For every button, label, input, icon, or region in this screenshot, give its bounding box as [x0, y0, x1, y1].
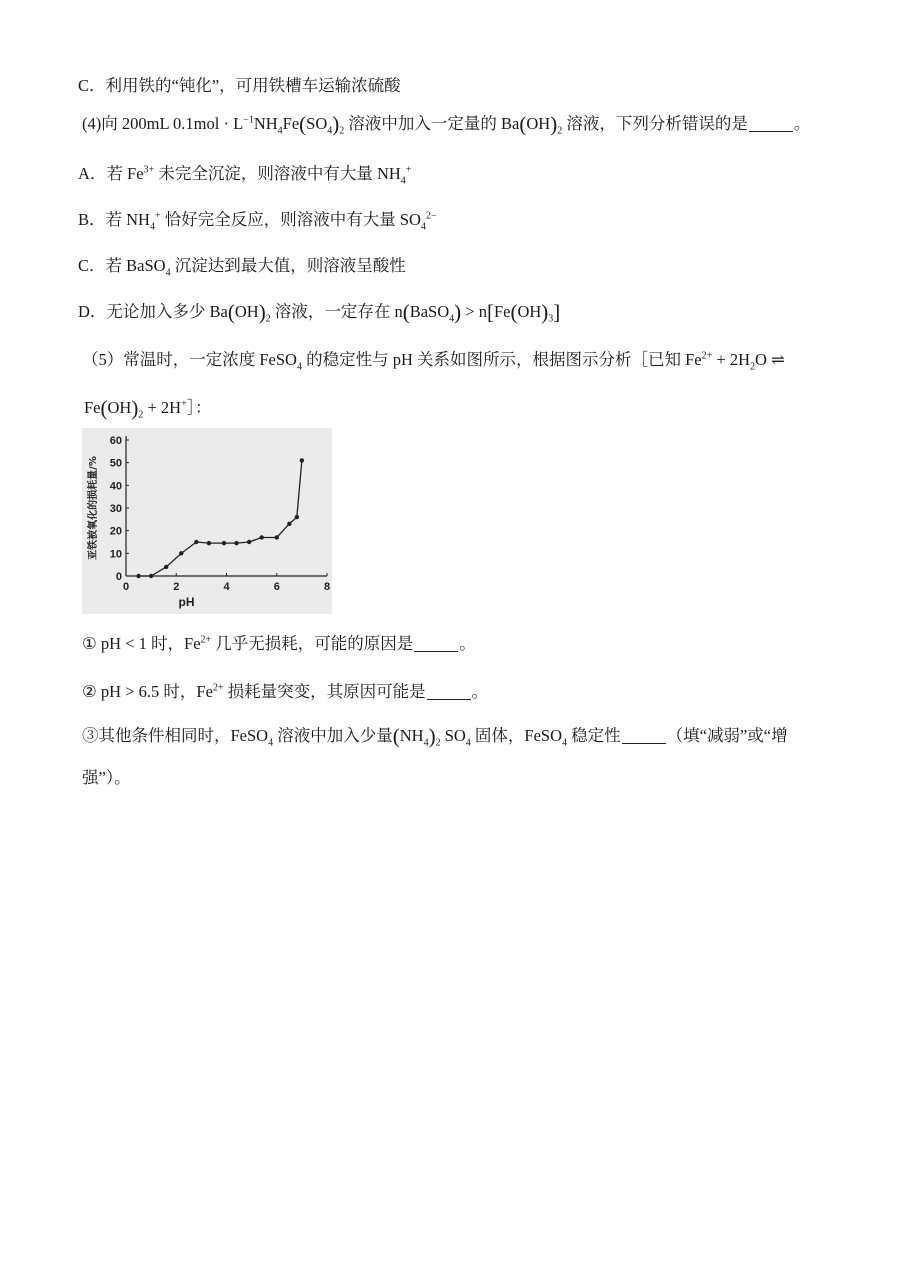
- x-tick-label: 8: [323, 581, 331, 593]
- data-point: [275, 535, 279, 539]
- data-point: [194, 540, 198, 544]
- y-tick-label: 10: [109, 548, 122, 561]
- question-5: （5）常温时，一定浓度 FeSO$_4$ 的稳定性与 pH 关系如图所示，根据图示分析［已知 $Fe^{2+} + 2H_2O$ ⇌: [82, 350, 785, 373]
- data-point: [259, 535, 263, 539]
- answer-blank: [622, 727, 666, 745]
- data-point: [136, 574, 140, 578]
- y-tick-label: 60: [109, 435, 122, 447]
- sub-question-3: ③其他条件相同时，FeSO$_4$ 溶液中加入少量$(NH_4)_2$ $SO_4$ 固体，FeSO$_4$ 稳定性 （填“减弱”或“增: [82, 724, 788, 749]
- data-line: [139, 460, 302, 576]
- answer-blank: [414, 635, 458, 653]
- x-tick-label: 6: [273, 581, 280, 593]
- option-d: D．无论加入多少 $Ba(OH)_2$ 溶液，一定存在 n(BaSO$_4$) > $n[Fe(OH)_3]$: [78, 300, 561, 325]
- y-tick-label: 50: [109, 457, 122, 470]
- sub-question-2: ② pH > 6.5 时，$Fe^{2+}$ 损耗量突变，其原因可能是 。: [82, 682, 489, 701]
- data-point: [179, 551, 183, 555]
- question-4: (4)向 200mL $0.1mol \cdot L^{-1}NH_4Fe(SO_4)_2$ 溶液中加入一定量的 $Ba(OH)_2$ 溶液，下列分析错误的是 。: [82, 112, 811, 137]
- x-tick-label: 4: [223, 581, 230, 593]
- sub-question-1: ① pH < 1 时，$Fe^{2+}$ 几乎无损耗，可能的原因是 。: [82, 634, 476, 653]
- paren-open: (: [299, 112, 307, 136]
- x-tick-label: 2: [173, 581, 180, 593]
- y-tick-label: 40: [109, 480, 122, 493]
- answer-blank: [749, 115, 793, 133]
- sub-question-3-cont: 强”）。: [82, 768, 131, 787]
- data-point: [164, 565, 168, 569]
- data-point: [300, 458, 304, 462]
- data-point: [149, 574, 153, 578]
- ph-loss-chart: [82, 428, 332, 614]
- option-c: C．若 BaSO$_4$ 沉淀达到最大值，则溶液呈酸性: [78, 256, 406, 279]
- data-point: [234, 541, 238, 545]
- y-tick-label: 30: [109, 503, 122, 515]
- data-point: [207, 541, 211, 545]
- chart-svg: [82, 428, 332, 614]
- data-point: [287, 522, 291, 526]
- option-a: A．若 $Fe^{3+}$ 未完全沉淀，则溶液中有大量 $NH_4^+$: [78, 164, 412, 187]
- data-point: [222, 541, 226, 545]
- paren-close: ): [332, 112, 340, 136]
- x-axis-label: pH: [178, 595, 195, 609]
- answer-blank: [427, 683, 471, 701]
- y-tick-label: 0: [115, 571, 122, 583]
- option-b: B．若 $NH_4^+$ 恰好完全反应，则溶液中有大量 $SO_4^{2-}$: [78, 210, 437, 233]
- data-point: [247, 540, 251, 544]
- data-point: [295, 515, 299, 519]
- question-5-cont: $Fe(OH)_2$ + 2H+］：: [84, 396, 212, 421]
- y-tick-label: 20: [109, 525, 122, 538]
- x-tick-label: 0: [122, 581, 130, 593]
- y-axis-label: 亚铁被氧化的损耗量/%: [88, 456, 99, 560]
- option-c-previous: C．利用铁的“钝化”，可用铁槽车运输浓硫酸: [78, 76, 401, 95]
